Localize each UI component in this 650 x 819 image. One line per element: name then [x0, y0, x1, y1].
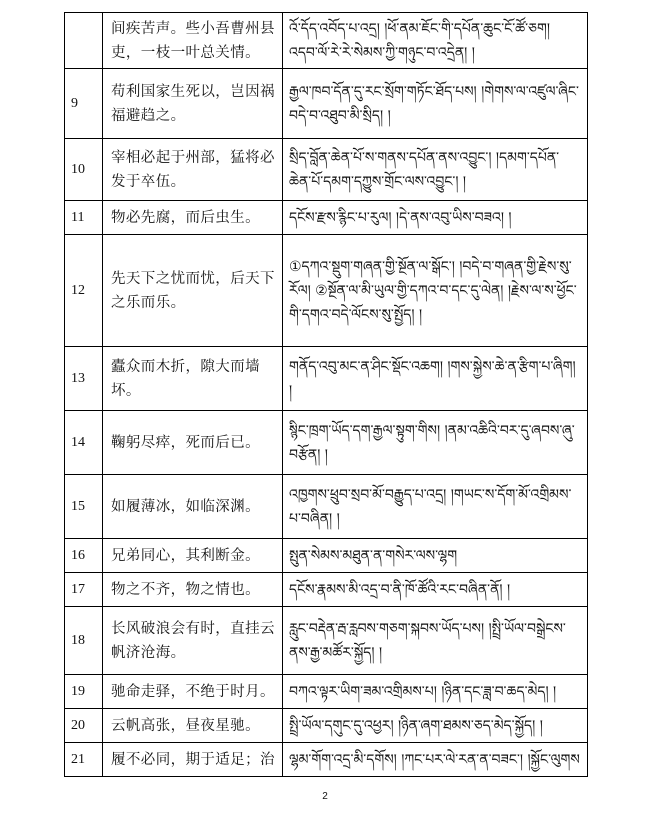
- chinese-text: 物必先腐，而后虫生。: [103, 201, 283, 235]
- row-number: 15: [65, 475, 103, 539]
- tibetan-text: ལྷམ་གོག་འདྲ་མི་དགོས། །ཀང་པར་ལེ་རན་ན་བཟང་། །སྐྱོང་ལུགས: [283, 743, 588, 777]
- chinese-text: 先天下之忧而忧，后天下之乐而乐。: [103, 235, 283, 347]
- tibetan-text: འོ་དོད་འབོད་པ་འདྲ། །ཕོ་ནམ་ཇོང་གི་དཔོན་ཆུང་ངོ་ཚོ་ཅག། འདབ་ལོ་རེ་རེ་སེམས་ཀྱི་གཉུང་བ་འདྲེན། །: [283, 13, 588, 69]
- row-number: 13: [65, 347, 103, 411]
- row-number: 20: [65, 709, 103, 743]
- row-number: 17: [65, 573, 103, 607]
- chinese-text: 驰命走驿，不绝于时月。: [103, 675, 283, 709]
- chinese-text: 鞠躬尽瘁，死而后已。: [103, 411, 283, 475]
- row-number: 11: [65, 201, 103, 235]
- row-number: 9: [65, 69, 103, 139]
- table-row: [65, 347, 588, 411]
- table-row: [65, 607, 588, 675]
- tibetan-text: འཁྱགས་ཕྲུབ་སྲབ་མོ་བརྒྱུད་པ་འདྲ། །གཡང་ས་དོག་མོ་འགྲིམས་པ་བཞིན། །: [283, 475, 588, 539]
- tibetan-text: དངོས་རྫས་རྙིང་པ་རུལ། །དེ་ནས་འབུ་ཡིས་བཟའ། །: [283, 201, 588, 235]
- row-number: 21: [65, 743, 103, 777]
- tibetan-text: རྒྱལ་ཁབ་དོན་དུ་རང་སྲོག་གཏོང་ཐོད་པས། །གེགས་ལ་འཛུལ་ཞིང་བདེ་བ་འཐུབ་མི་སྲིད། །: [283, 69, 588, 139]
- table-row: [65, 13, 588, 69]
- row-number: 19: [65, 675, 103, 709]
- chinese-text: 长风破浪会有时，直挂云帆济沧海。: [103, 607, 283, 675]
- row-number: 16: [65, 539, 103, 573]
- tibetan-text: རླུང་བརྡེན་རྦ་རླབས་གཅག་སྐབས་ཡོད་པས། །སྤྲི་ཡོལ་བསྒྲེངས་ནས་རྒྱ་མཚོར་སྐྱོད། །: [283, 607, 588, 675]
- tibetan-text: བཀའ་ལྟར་ཡིག་ཟམ་འགྲིམས་པ། །ཉིན་དང་ཟླ་བ་ཆད་མེད། །: [283, 675, 588, 709]
- tibetan-text: གནོད་འབུ་མང་ན་ཤིང་སྡོང་འཆག། །གས་སྐྱེས་ཆེ་ན་རྩིག་པ་ཞིག། །: [283, 347, 588, 411]
- table-row: [65, 411, 588, 475]
- tibetan-text: ①དཀའ་སྡུག་གཞན་གྱི་སྔོན་ལ་སྒོང་། །བདེ་བ་གཞན་གྱི་རྗེས་སུ་རོལ། ②སྔོན་ལ་མི་ཡུལ་གྱི་དཀའ་བ་དང་དུ་ལེན། །རྗེས་ལ་ས་ཕྱོང་གི་དགའ་བདེ་ལོངས་སུ་སྤྱོད། །: [283, 235, 588, 347]
- table-row: [65, 235, 588, 347]
- table-row: [65, 573, 588, 607]
- chinese-text: 宰相必起于州部，猛将必发于卒伍。: [103, 139, 283, 201]
- row-number: 12: [65, 235, 103, 347]
- row-number: 18: [65, 607, 103, 675]
- row-number: [65, 13, 103, 69]
- chinese-text: 蠹众而木折，隙大而墙坏。: [103, 347, 283, 411]
- tibetan-text: སྲིད་བློན་ཆེན་པོ་ས་གནས་དཔོན་ནས་འབྱུང་། །དམག་དཔོན་ཆེན་པོ་དམག་དཀྱུས་གྲོང་ལས་འབྱུང་། །: [283, 139, 588, 201]
- row-number: 14: [65, 411, 103, 475]
- table-row: [65, 743, 588, 777]
- table-row: [65, 709, 588, 743]
- tibetan-text: སྤྲི་ཡོལ་དགུང་དུ་འཕྱར། །ཉིན་ཞག་ཐམས་ཅད་མེད་སྐྱོད། །: [283, 709, 588, 743]
- page-number: 2: [322, 791, 328, 802]
- table-row: [65, 475, 588, 539]
- chinese-text: 间疾苦声。些小吾曹州县吏，一枝一叶总关情。: [103, 13, 283, 69]
- chinese-text: 如履薄冰，如临深渊。: [103, 475, 283, 539]
- table-row: [65, 69, 588, 139]
- tibetan-text: དངོས་རྣམས་མི་འདྲ་བ་ནི་ཁོ་ཚོའི་རང་བཞིན་ནོ། །: [283, 573, 588, 607]
- tibetan-text: སྙིང་ཁྲག་ཡོད་དག་རྒྱལ་སྟུག་གིས། །ནམ་འཆིའི་བར་དུ་ཞབས་ཞུ་བརྩོན། །: [283, 411, 588, 475]
- chinese-text: 苟利国家生死以，岂因祸福避趋之。: [103, 69, 283, 139]
- table-row: [65, 675, 588, 709]
- chinese-text: 履不必同，期于适足；治: [103, 743, 283, 777]
- row-number: 10: [65, 139, 103, 201]
- chinese-text: 云帆高张，昼夜星驰。: [103, 709, 283, 743]
- tibetan-text: སྤུན་སེམས་མཐུན་ན་གསེར་ལས་ལྷག: [283, 539, 588, 573]
- chinese-text: 物之不齐，物之情也。: [103, 573, 283, 607]
- translation-table: [64, 12, 588, 777]
- chinese-text: 兄弟同心，其利断金。: [103, 539, 283, 573]
- table-row: [65, 539, 588, 573]
- table-row: [65, 139, 588, 201]
- table-row: [65, 201, 588, 235]
